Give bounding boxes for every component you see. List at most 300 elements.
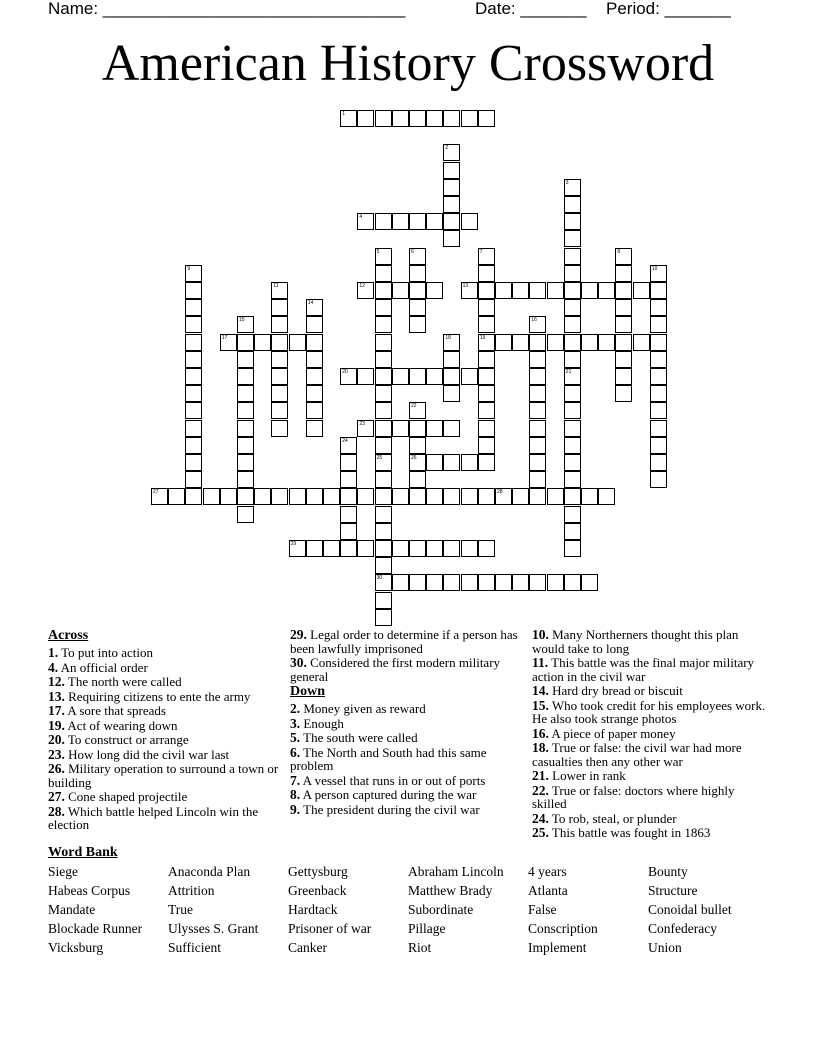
- crossword-cell[interactable]: [650, 316, 667, 333]
- crossword-cell[interactable]: [650, 368, 667, 385]
- crossword-cell[interactable]: [357, 213, 374, 230]
- crossword-cell[interactable]: [529, 351, 546, 368]
- across-clue: [48, 661, 288, 675]
- crossword-cell[interactable]: [615, 282, 632, 299]
- crossword-cell[interactable]: [633, 334, 650, 351]
- crossword-cell[interactable]: [581, 334, 598, 351]
- crossword-cell[interactable]: [375, 213, 392, 230]
- crossword-cell[interactable]: [392, 110, 409, 127]
- crossword-cell[interactable]: [392, 574, 409, 591]
- crossword-cell[interactable]: [615, 265, 632, 282]
- crossword-cell[interactable]: [237, 488, 254, 505]
- crossword-cell[interactable]: [564, 196, 581, 213]
- crossword-cell[interactable]: [426, 213, 443, 230]
- crossword-cell[interactable]: [237, 437, 254, 454]
- crossword-cell[interactable]: [409, 574, 426, 591]
- crossword-cell[interactable]: [529, 454, 546, 471]
- crossword-cell[interactable]: [529, 402, 546, 419]
- crossword-cell[interactable]: [237, 316, 254, 333]
- crossword-cell[interactable]: [564, 574, 581, 591]
- crossword-cell[interactable]: [529, 368, 546, 385]
- crossword-cell[interactable]: [340, 471, 357, 488]
- crossword-cell[interactable]: [426, 540, 443, 557]
- crossword-cell[interactable]: [375, 540, 392, 557]
- crossword-cell[interactable]: [237, 385, 254, 402]
- crossword-cell[interactable]: [271, 402, 288, 419]
- crossword-cell[interactable]: [426, 420, 443, 437]
- crossword-cell[interactable]: [392, 540, 409, 557]
- crossword-cell[interactable]: [271, 316, 288, 333]
- crossword-cell[interactable]: [443, 540, 460, 557]
- crossword-cell[interactable]: [237, 471, 254, 488]
- name-field[interactable]: Name: ________________________________: [48, 0, 406, 18]
- crossword-cell[interactable]: [185, 402, 202, 419]
- crossword-cell[interactable]: [478, 540, 495, 557]
- clue-text: To construct or arrange: [64, 732, 189, 747]
- crossword-cell[interactable]: [409, 299, 426, 316]
- crossword-cell[interactable]: [495, 488, 512, 505]
- word-bank-item: Blockade Runner: [48, 921, 143, 936]
- crossword-cell[interactable]: [185, 420, 202, 437]
- word-bank-item: Vicksburg: [48, 940, 104, 955]
- crossword-cell[interactable]: [461, 110, 478, 127]
- word-bank-item: Anaconda Plan: [168, 864, 251, 879]
- crossword-cell[interactable]: [237, 402, 254, 419]
- crossword-cell[interactable]: [650, 420, 667, 437]
- crossword-cell[interactable]: [271, 488, 288, 505]
- crossword-cell[interactable]: [375, 265, 392, 282]
- crossword-cell[interactable]: [220, 488, 237, 505]
- across-clue: [48, 733, 288, 747]
- crossword-cell[interactable]: [409, 248, 426, 265]
- crossword-cell[interactable]: [357, 368, 374, 385]
- crossword-cell[interactable]: [443, 110, 460, 127]
- crossword-cell[interactable]: [443, 213, 460, 230]
- crossword-cell[interactable]: [564, 402, 581, 419]
- crossword-cell[interactable]: [564, 299, 581, 316]
- crossword-cell[interactable]: [461, 213, 478, 230]
- across-clue: [290, 628, 530, 655]
- crossword-cell[interactable]: [615, 299, 632, 316]
- crossword-cell[interactable]: [375, 506, 392, 523]
- crossword-cell[interactable]: [443, 574, 460, 591]
- crossword-cell[interactable]: [564, 540, 581, 557]
- word-bank-item: Confederacy: [648, 921, 717, 936]
- crossword-cell[interactable]: [478, 351, 495, 368]
- crossword-cell[interactable]: [409, 454, 426, 471]
- crossword-cell[interactable]: [478, 402, 495, 419]
- clue-num: 2.: [290, 701, 301, 716]
- crossword-cell[interactable]: [564, 471, 581, 488]
- crossword-cell[interactable]: [409, 437, 426, 454]
- crossword-cell[interactable]: [426, 574, 443, 591]
- crossword-cell[interactable]: [426, 282, 443, 299]
- crossword-cell[interactable]: [375, 248, 392, 265]
- crossword-cell[interactable]: [375, 282, 392, 299]
- crossword-cell[interactable]: [529, 574, 546, 591]
- crossword-cell[interactable]: [598, 282, 615, 299]
- clue-text: Requiring citizens to ente the army: [64, 688, 251, 704]
- crossword-cell[interactable]: [529, 385, 546, 402]
- crossword-cell[interactable]: [375, 420, 392, 437]
- crossword-cell[interactable]: [426, 368, 443, 385]
- crossword-cell[interactable]: [426, 454, 443, 471]
- crossword-cell[interactable]: [409, 488, 426, 505]
- crossword-cell[interactable]: [529, 316, 546, 333]
- crossword-cell[interactable]: [323, 540, 340, 557]
- crossword-cell[interactable]: [409, 471, 426, 488]
- crossword-cell[interactable]: [375, 316, 392, 333]
- crossword-cell[interactable]: [650, 351, 667, 368]
- crossword-cell[interactable]: [495, 334, 512, 351]
- crossword-cell[interactable]: [409, 540, 426, 557]
- crossword-cell[interactable]: [254, 334, 271, 351]
- crossword-cell[interactable]: [478, 437, 495, 454]
- crossword-cell[interactable]: [375, 557, 392, 574]
- crossword-cell[interactable]: [237, 454, 254, 471]
- crossword-cell[interactable]: [254, 488, 271, 505]
- down-clue: [532, 727, 772, 741]
- clue-number: 4: [359, 214, 363, 221]
- crossword-cell[interactable]: [185, 299, 202, 316]
- crossword-cell[interactable]: [340, 540, 357, 557]
- clue-number: 5: [376, 248, 380, 255]
- crossword-cell[interactable]: [340, 454, 357, 471]
- crossword-cell[interactable]: [237, 506, 254, 523]
- crossword-cell[interactable]: [633, 282, 650, 299]
- crossword-cell[interactable]: [478, 420, 495, 437]
- clue-num: 28.: [48, 803, 65, 819]
- crossword-cell[interactable]: [564, 437, 581, 454]
- crossword-cell[interactable]: [375, 334, 392, 351]
- crossword-cell[interactable]: [357, 488, 374, 505]
- crossword-cell[interactable]: [306, 402, 323, 419]
- crossword-cell[interactable]: [650, 437, 667, 454]
- crossword-cell[interactable]: [564, 488, 581, 505]
- crossword-cell[interactable]: [478, 316, 495, 333]
- crossword-cell[interactable]: [478, 248, 495, 265]
- crossword-cell[interactable]: [409, 110, 426, 127]
- crossword-cell[interactable]: [306, 334, 323, 351]
- crossword-cell[interactable]: [185, 334, 202, 351]
- clue-num: 18.: [532, 740, 549, 755]
- crossword-cell[interactable]: [461, 488, 478, 505]
- crossword-cell[interactable]: [185, 316, 202, 333]
- crossword-cell[interactable]: [237, 368, 254, 385]
- crossword-cell[interactable]: [306, 488, 323, 505]
- crossword-cell[interactable]: [375, 368, 392, 385]
- crossword-cell[interactable]: [443, 385, 460, 402]
- crossword-cell[interactable]: [185, 437, 202, 454]
- crossword-cell[interactable]: [426, 110, 443, 127]
- crossword-cell[interactable]: [375, 471, 392, 488]
- crossword-cell[interactable]: [306, 540, 323, 557]
- crossword-cell[interactable]: [375, 488, 392, 505]
- crossword-cell[interactable]: [478, 265, 495, 282]
- crossword-cell[interactable]: [306, 316, 323, 333]
- clue-text: Enough: [300, 715, 344, 731]
- crossword-cell[interactable]: [185, 454, 202, 471]
- crossword-cell[interactable]: [306, 385, 323, 402]
- clue-text: A sore that spreads: [64, 703, 166, 718]
- crossword-cell[interactable]: [564, 334, 581, 351]
- crossword-cell[interactable]: [650, 471, 667, 488]
- crossword-cell[interactable]: [547, 282, 564, 299]
- crossword-cell[interactable]: [564, 368, 581, 385]
- crossword-cell[interactable]: [564, 230, 581, 247]
- crossword-cell[interactable]: [289, 488, 306, 505]
- crossword-cell[interactable]: [375, 110, 392, 127]
- crossword-cell[interactable]: [650, 334, 667, 351]
- clue-num: 13.: [48, 688, 65, 704]
- clue-number: 22: [411, 403, 417, 410]
- crossword-cell[interactable]: [615, 334, 632, 351]
- clue-number: 2: [445, 145, 449, 152]
- crossword-cell[interactable]: [564, 213, 581, 230]
- word-bank-item: True: [168, 902, 194, 917]
- crossword-cell[interactable]: [375, 402, 392, 419]
- crossword-cell[interactable]: [615, 368, 632, 385]
- crossword-cell[interactable]: [478, 574, 495, 591]
- crossword-cell[interactable]: [443, 230, 460, 247]
- crossword-cell[interactable]: [598, 488, 615, 505]
- crossword-cell[interactable]: [340, 488, 357, 505]
- clue-num: 5.: [290, 730, 301, 745]
- crossword-cell[interactable]: [357, 110, 374, 127]
- clues-column-2: [290, 628, 530, 817]
- crossword-cell[interactable]: [615, 385, 632, 402]
- crossword-cell[interactable]: [306, 351, 323, 368]
- crossword-cell[interactable]: [392, 282, 409, 299]
- crossword-cell[interactable]: [409, 402, 426, 419]
- clue-text: An official order: [58, 659, 148, 675]
- crossword-cell[interactable]: [581, 488, 598, 505]
- word-bank-item: False: [528, 902, 557, 917]
- crossword-cell[interactable]: [547, 334, 564, 351]
- crossword-cell[interactable]: [564, 179, 581, 196]
- crossword-cell[interactable]: [478, 385, 495, 402]
- word-bank-item: Bounty: [648, 864, 688, 879]
- crossword-cell[interactable]: [650, 402, 667, 419]
- crossword-cell[interactable]: [547, 574, 564, 591]
- crossword-cell[interactable]: [306, 420, 323, 437]
- crossword-cell[interactable]: [615, 351, 632, 368]
- clue-text: Cone shaped projectile: [64, 789, 188, 804]
- crossword-cell[interactable]: [271, 420, 288, 437]
- crossword-cell[interactable]: [340, 368, 357, 385]
- crossword-cell[interactable]: [564, 523, 581, 540]
- clue-num: 11.: [532, 655, 549, 670]
- crossword-cell[interactable]: [203, 488, 220, 505]
- crossword-cell[interactable]: [271, 385, 288, 402]
- crossword-cell[interactable]: [461, 540, 478, 557]
- crossword-cell[interactable]: [512, 488, 529, 505]
- crossword-cell[interactable]: [271, 282, 288, 299]
- word-bank-row: [48, 921, 768, 940]
- crossword-cell[interactable]: [581, 574, 598, 591]
- clue-number: 16: [531, 317, 537, 324]
- crossword-cell[interactable]: [598, 334, 615, 351]
- crossword-cell[interactable]: [237, 351, 254, 368]
- crossword-cell[interactable]: [478, 488, 495, 505]
- crossword-cell[interactable]: [306, 368, 323, 385]
- crossword-cell[interactable]: [392, 420, 409, 437]
- crossword-cell[interactable]: [529, 282, 546, 299]
- crossword-cell[interactable]: [529, 437, 546, 454]
- crossword-cell[interactable]: [357, 540, 374, 557]
- crossword-cell[interactable]: [375, 299, 392, 316]
- crossword-cell[interactable]: [564, 282, 581, 299]
- down-clue: [532, 812, 772, 826]
- crossword-cell[interactable]: [443, 420, 460, 437]
- crossword-cell[interactable]: [615, 316, 632, 333]
- crossword-cell[interactable]: [564, 420, 581, 437]
- clue-number: 29: [290, 541, 297, 547]
- clue-num: 19.: [48, 717, 65, 733]
- clue-num: 8.: [290, 787, 301, 802]
- crossword-cell[interactable]: [581, 282, 598, 299]
- crossword-cell[interactable]: [185, 351, 202, 368]
- crossword-cell[interactable]: [650, 265, 667, 282]
- crossword-cell[interactable]: [185, 385, 202, 402]
- crossword-cell[interactable]: [529, 471, 546, 488]
- crossword-cell[interactable]: [443, 488, 460, 505]
- word-bank-item: Conoidal bullet: [648, 902, 732, 917]
- crossword-cell[interactable]: [478, 334, 495, 351]
- clue-text: Which battle helped Lincoln win the election: [48, 803, 259, 832]
- crossword-cell[interactable]: [340, 523, 357, 540]
- crossword-cell[interactable]: [443, 351, 460, 368]
- crossword-cell[interactable]: [185, 488, 202, 505]
- crossword-cell[interactable]: [271, 299, 288, 316]
- crossword-cell[interactable]: [512, 282, 529, 299]
- crossword-cell[interactable]: [461, 282, 478, 299]
- crossword-cell[interactable]: [461, 368, 478, 385]
- crossword-cell[interactable]: [478, 110, 495, 127]
- across-heading: Across: [48, 628, 89, 643]
- crossword-cell[interactable]: [271, 351, 288, 368]
- crossword-cell[interactable]: [271, 368, 288, 385]
- crossword-cell[interactable]: [151, 488, 168, 505]
- crossword-cell[interactable]: [443, 368, 460, 385]
- crossword-cell[interactable]: [340, 110, 357, 127]
- crossword-cell[interactable]: [443, 162, 460, 179]
- crossword-cell[interactable]: [409, 316, 426, 333]
- crossword-cell[interactable]: [340, 506, 357, 523]
- crossword-cell[interactable]: [478, 282, 495, 299]
- crossword-cell[interactable]: [478, 368, 495, 385]
- crossword-cell[interactable]: [271, 334, 288, 351]
- crossword-cell[interactable]: [306, 299, 323, 316]
- crossword-cell[interactable]: [237, 420, 254, 437]
- crossword-cell[interactable]: [650, 282, 667, 299]
- crossword-cell[interactable]: [375, 609, 392, 626]
- crossword-cell[interactable]: [237, 334, 254, 351]
- crossword-cell[interactable]: [409, 282, 426, 299]
- crossword-cell[interactable]: [443, 196, 460, 213]
- crossword-cell[interactable]: [650, 454, 667, 471]
- crossword-cell[interactable]: [357, 420, 374, 437]
- crossword-cell[interactable]: [529, 334, 546, 351]
- crossword-cell[interactable]: [185, 265, 202, 282]
- crossword-cell[interactable]: [340, 437, 357, 454]
- crossword-cell[interactable]: [512, 334, 529, 351]
- crossword-cell[interactable]: [168, 488, 185, 505]
- crossword-cell[interactable]: [375, 592, 392, 609]
- crossword-cell[interactable]: [461, 574, 478, 591]
- crossword-cell[interactable]: [650, 299, 667, 316]
- crossword-cell[interactable]: [375, 351, 392, 368]
- crossword-cell[interactable]: [409, 213, 426, 230]
- crossword-cell[interactable]: [564, 265, 581, 282]
- crossword-cell[interactable]: [409, 420, 426, 437]
- crossword-cell[interactable]: [392, 368, 409, 385]
- crossword-cell[interactable]: [529, 488, 546, 505]
- crossword-cell[interactable]: [615, 248, 632, 265]
- crossword-cell[interactable]: [650, 385, 667, 402]
- crossword-cell[interactable]: [375, 574, 392, 591]
- crossword-cell[interactable]: [323, 488, 340, 505]
- crossword-cell[interactable]: [564, 454, 581, 471]
- word-bank-item: Habeas Corpus: [48, 883, 131, 898]
- clue-number: 9: [187, 265, 191, 272]
- crossword-cell[interactable]: [426, 488, 443, 505]
- period-field[interactable]: Period: _______: [606, 0, 731, 18]
- crossword-cell[interactable]: [564, 248, 581, 265]
- crossword-cell[interactable]: [392, 488, 409, 505]
- clue-text: The North and South had this same problem: [290, 744, 487, 773]
- crossword-cell[interactable]: [495, 282, 512, 299]
- crossword-cell[interactable]: [375, 385, 392, 402]
- crossword-cell[interactable]: [512, 574, 529, 591]
- word-bank-item: Gettysburg: [288, 864, 348, 879]
- crossword-cell[interactable]: [357, 282, 374, 299]
- crossword-cell[interactable]: [375, 437, 392, 454]
- crossword-cell[interactable]: [409, 265, 426, 282]
- crossword-cell[interactable]: [547, 488, 564, 505]
- clue-number: 24: [342, 437, 348, 444]
- crossword-cell[interactable]: [564, 385, 581, 402]
- crossword-cell[interactable]: [495, 574, 512, 591]
- crossword-cell[interactable]: [461, 454, 478, 471]
- crossword-cell[interactable]: [392, 213, 409, 230]
- crossword-cell[interactable]: [289, 334, 306, 351]
- crossword-cell[interactable]: [375, 523, 392, 540]
- crossword-cell[interactable]: [564, 316, 581, 333]
- crossword-cell[interactable]: [564, 506, 581, 523]
- crossword-cell[interactable]: [409, 368, 426, 385]
- crossword-cell[interactable]: [220, 334, 237, 351]
- crossword-cell[interactable]: [443, 454, 460, 471]
- crossword-cell[interactable]: [289, 540, 306, 557]
- crossword-cell[interactable]: [185, 282, 202, 299]
- down-clue: [532, 656, 772, 683]
- crossword-cell[interactable]: [529, 420, 546, 437]
- down-clue: [532, 628, 772, 655]
- date-field[interactable]: Date: _______: [475, 0, 587, 18]
- crossword-cell[interactable]: [375, 454, 392, 471]
- crossword-cell[interactable]: [443, 334, 460, 351]
- crossword-cell[interactable]: [185, 471, 202, 488]
- crossword-cell[interactable]: [443, 144, 460, 161]
- crossword-cell[interactable]: [185, 368, 202, 385]
- crossword-cell[interactable]: [443, 179, 460, 196]
- crossword-cell[interactable]: [478, 454, 495, 471]
- word-bank-title: Word Bank: [48, 845, 118, 860]
- crossword-cell[interactable]: [478, 299, 495, 316]
- clue-text: Many Northerners thought this plan would take to long: [532, 627, 739, 656]
- crossword-cell[interactable]: [564, 351, 581, 368]
